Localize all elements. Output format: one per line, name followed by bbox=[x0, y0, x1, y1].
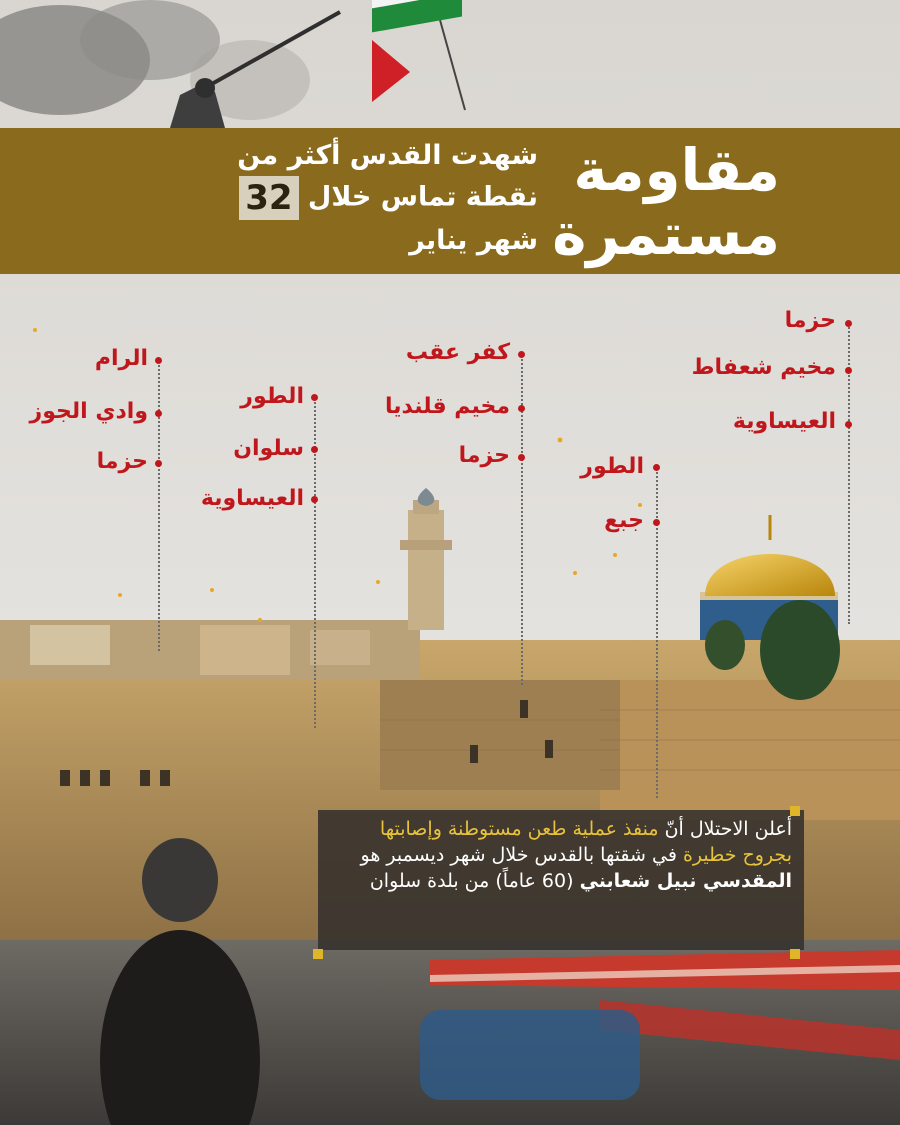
location-dot bbox=[518, 454, 525, 461]
location-label: مخيم قلنديا bbox=[385, 394, 510, 419]
location-label: مخيم شعفاط bbox=[691, 355, 836, 380]
location-dot bbox=[311, 496, 318, 503]
location-dot bbox=[845, 421, 852, 428]
location-dot bbox=[845, 320, 852, 327]
location-dot bbox=[845, 367, 852, 374]
location-label: الطور bbox=[240, 384, 304, 409]
location-dot bbox=[311, 446, 318, 453]
location-dot bbox=[155, 410, 162, 417]
location-label: العيساوية bbox=[200, 486, 304, 511]
info-text-1: أعلن الاحتلال أنّ bbox=[658, 818, 792, 840]
info-name: المقدسي نبيل شعابني bbox=[579, 870, 792, 892]
main-title bbox=[530, 138, 780, 266]
location-label: حزما bbox=[96, 449, 148, 474]
column-line-2 bbox=[656, 468, 658, 798]
location-dot bbox=[653, 519, 660, 526]
location-dot bbox=[518, 351, 525, 358]
title-line-1: مقاومة bbox=[573, 136, 780, 204]
contact-points-count: 32 bbox=[239, 176, 298, 220]
location-label: كفر عقب bbox=[405, 340, 510, 365]
info-text-3: (60 عاماً) من بلدة سلوان bbox=[369, 870, 580, 892]
corner-marker bbox=[313, 949, 323, 959]
location-dot bbox=[653, 464, 660, 471]
subtitle-line-2 bbox=[208, 176, 538, 220]
location-dot bbox=[155, 357, 162, 364]
location-label: العيساوية bbox=[732, 409, 836, 434]
location-dot bbox=[155, 460, 162, 467]
location-dot bbox=[518, 405, 525, 412]
info-highlight: منفذ عملية طعن مستوطنة وإصابتها بجروح خطيرة bbox=[379, 818, 792, 866]
location-label: الطور bbox=[580, 454, 644, 479]
location-label: حزما bbox=[784, 308, 836, 333]
corner-marker bbox=[790, 806, 800, 816]
subtitle-line-1: شهدت القدس أكثر من bbox=[237, 140, 538, 171]
corner-marker bbox=[790, 949, 800, 959]
subtitle-line-2-text: نقطة تماس خلال bbox=[307, 181, 538, 213]
column-line-5 bbox=[158, 361, 160, 651]
subtitle-line-3: شهر يناير bbox=[409, 225, 538, 256]
info-box bbox=[318, 810, 804, 950]
location-label: جبع bbox=[604, 508, 644, 533]
location-label: حزما bbox=[458, 443, 510, 468]
info-text-2: في شقتها بالقدس خلال شهر ديسمبر هو bbox=[360, 844, 683, 866]
location-label: الرام bbox=[94, 346, 148, 371]
title-line-2: مستمرة bbox=[552, 200, 780, 268]
location-dot bbox=[311, 394, 318, 401]
location-label: سلوان bbox=[233, 436, 304, 461]
location-label: وادي الجوز bbox=[29, 399, 148, 424]
